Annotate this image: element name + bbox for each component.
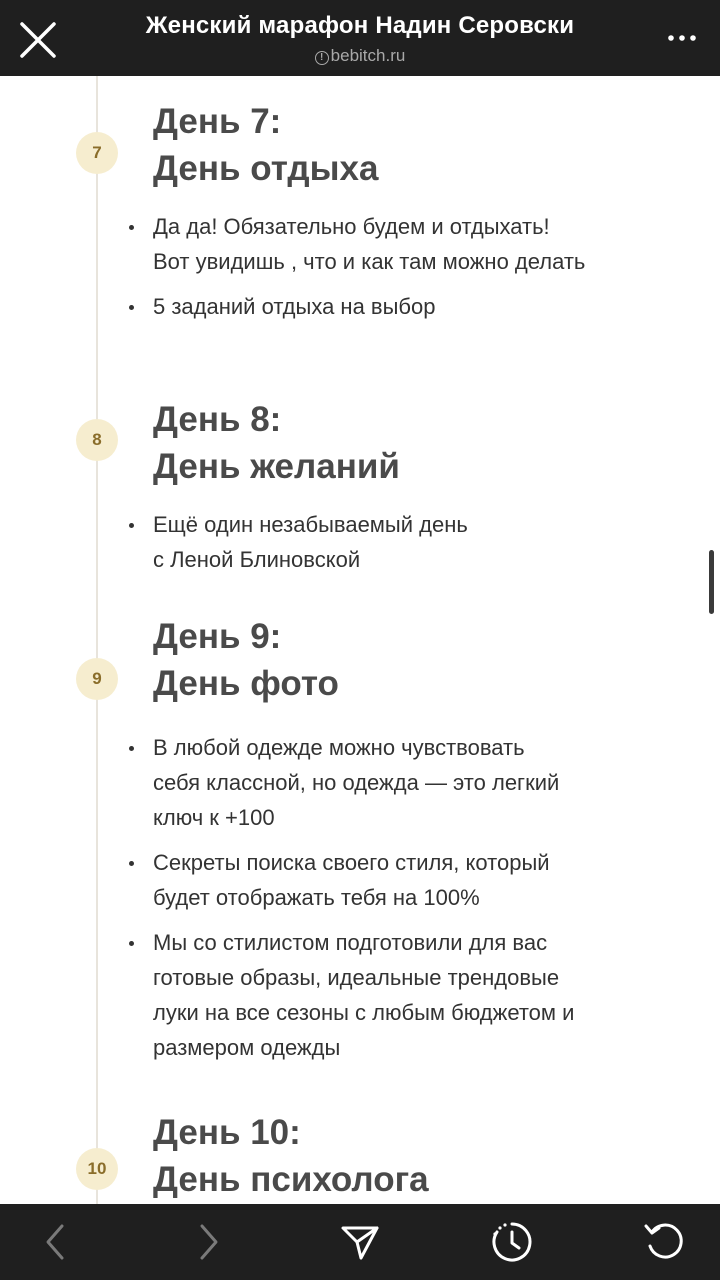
day-title-line2: День желаний	[153, 447, 400, 486]
day-badge-9: 9	[76, 658, 118, 700]
day-title-line1: День 8:	[153, 400, 282, 439]
day-title-line2: День фото	[153, 664, 339, 703]
day-badge-8: 8	[76, 419, 118, 461]
day-7-bullets	[126, 209, 646, 334]
reload-icon	[642, 1220, 686, 1264]
timer-button[interactable]	[490, 1220, 534, 1264]
day-title-line1: День 9:	[153, 617, 282, 656]
forward-arrow-icon	[186, 1220, 230, 1264]
share-send-icon	[338, 1220, 382, 1264]
day-8-bullets	[126, 507, 646, 587]
day-title-9	[153, 613, 339, 707]
share-button[interactable]	[338, 1220, 382, 1264]
list-item: Ещё один незабываемый день с Леной Блиновской	[126, 507, 646, 577]
top-bar	[0, 0, 720, 76]
day-badge-10: 10	[76, 1148, 118, 1190]
list-item: 5 заданий отдыха на выбор	[126, 289, 646, 324]
bottom-toolbar	[0, 1204, 720, 1280]
url-row	[0, 46, 720, 66]
list-item: Мы со стилистом подготовили для вас готовые образы, идеальные трендовые луки на все сезоны с любым бюджетом и размером одежды	[126, 925, 646, 1065]
day-title-line1: День 10:	[153, 1113, 301, 1152]
day-title-line1: День 7:	[153, 102, 282, 141]
day-title-10	[153, 1109, 429, 1203]
timer-icon	[490, 1220, 534, 1264]
day-title-7	[153, 98, 378, 192]
list-item: В любой одежде можно чувствовать себя классной, но одежда — это легкий ключ к +100	[126, 730, 646, 835]
back-button[interactable]	[34, 1220, 78, 1264]
info-icon: !	[315, 51, 329, 65]
back-arrow-icon	[34, 1220, 78, 1264]
more-dots-icon	[666, 26, 698, 50]
timeline-line	[96, 76, 98, 1204]
day-title-8	[153, 396, 400, 490]
forward-button[interactable]	[186, 1220, 230, 1264]
scrollbar[interactable]	[709, 550, 714, 614]
more-button[interactable]	[666, 26, 698, 50]
day-badge-7: 7	[76, 132, 118, 174]
day-9-bullets	[126, 730, 646, 1075]
page-title: Женский марафон Надин Серовски	[145, 12, 575, 39]
day-title-line2: День отдыха	[153, 149, 379, 188]
list-item: Секреты поиска своего стиля, который будет отображать тебя на 100%	[126, 845, 646, 915]
domain-label: bebitch.ru	[330, 46, 406, 65]
list-item: Да да! Обязательно будем и отдыхать! Вот увидишь , что и как там можно делать	[126, 209, 646, 279]
web-content[interactable]	[0, 76, 720, 1204]
day-title-line2: День психолога	[153, 1160, 429, 1199]
reload-button[interactable]	[642, 1220, 686, 1264]
